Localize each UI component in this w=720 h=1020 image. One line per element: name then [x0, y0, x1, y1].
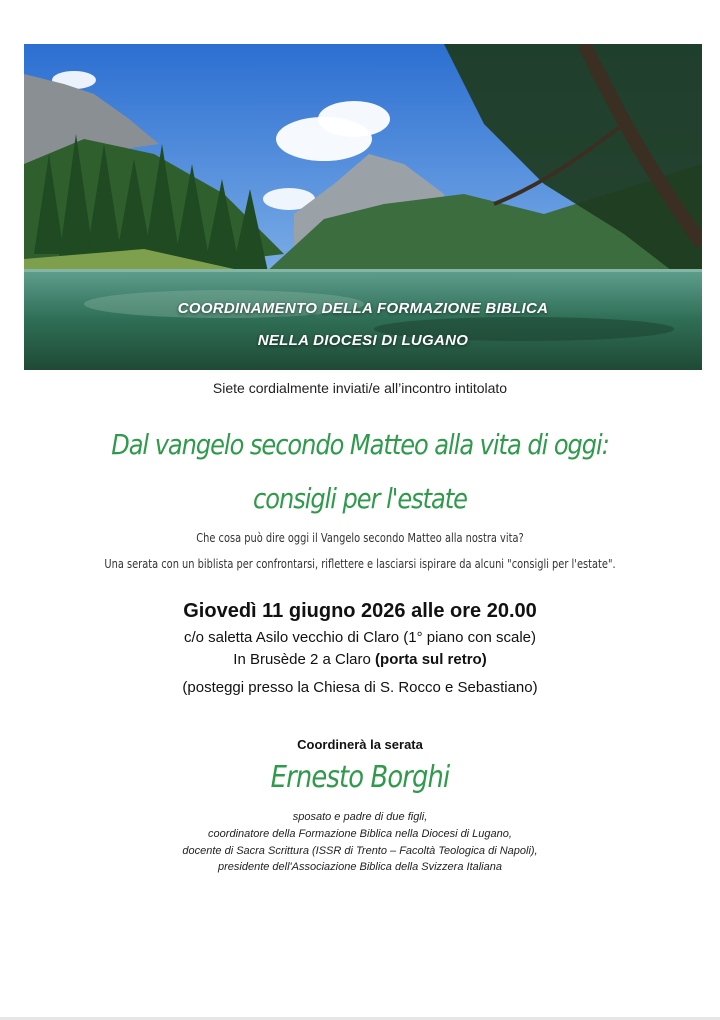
address-note: (porta sul retro): [375, 651, 487, 668]
coordinator-label: Coordinerà la serata: [297, 737, 423, 752]
speaker-bio-line: coordinatore della Formazione Biblica nella Diocesi di Lugano,: [208, 828, 512, 840]
mountain-lake-image: [24, 44, 702, 370]
address-text: In Brusède 2 a Claro: [233, 651, 376, 668]
event-venue: c/o saletta Asilo vecchio di Claro (1° piano con scale): [183, 629, 536, 646]
event-title-line2: consigli per l'estate: [253, 482, 467, 515]
event-date: Giovedì 11 giugno 2026 alle ore 20.00: [183, 600, 537, 622]
description-line1: Che cosa può dire oggi il Vangelo secondo Matteo alla nostra vita?: [196, 531, 524, 545]
speaker-bio-line: presidente dell'Associazione Biblica della Svizzera Italiana: [218, 861, 502, 873]
description-line2: Una serata con un biblista per confrontarsi, riflettere e lasciarsi ispirare da alcuni "consigli per l'estate".: [104, 557, 616, 571]
banner-title-line1: COORDINAMENTO DELLA FORMAZIONE BIBLICA: [177, 300, 549, 317]
banner-photo: [24, 44, 702, 370]
speaker-name: Ernesto Borghi: [270, 760, 450, 795]
banner-title-line2: NELLA DIOCESI DI LUGANO: [257, 332, 469, 349]
parking-info: (posteggi presso la Chiesa di S. Rocco e Sebastiano): [182, 679, 538, 696]
speaker-bio-line: docente di Sacra Scrittura (ISSR di Trento – Facoltà Teologica di Napoli),: [182, 845, 538, 857]
event-address: [0, 651, 720, 668]
invite-text: Siete cordialmente inviati/e all’incontro intitolato: [212, 380, 508, 396]
speaker-bio-line: sposato e padre di due figli,: [292, 811, 428, 823]
event-title-line1: Dal vangelo secondo Matteo alla vita di oggi:: [111, 428, 609, 461]
